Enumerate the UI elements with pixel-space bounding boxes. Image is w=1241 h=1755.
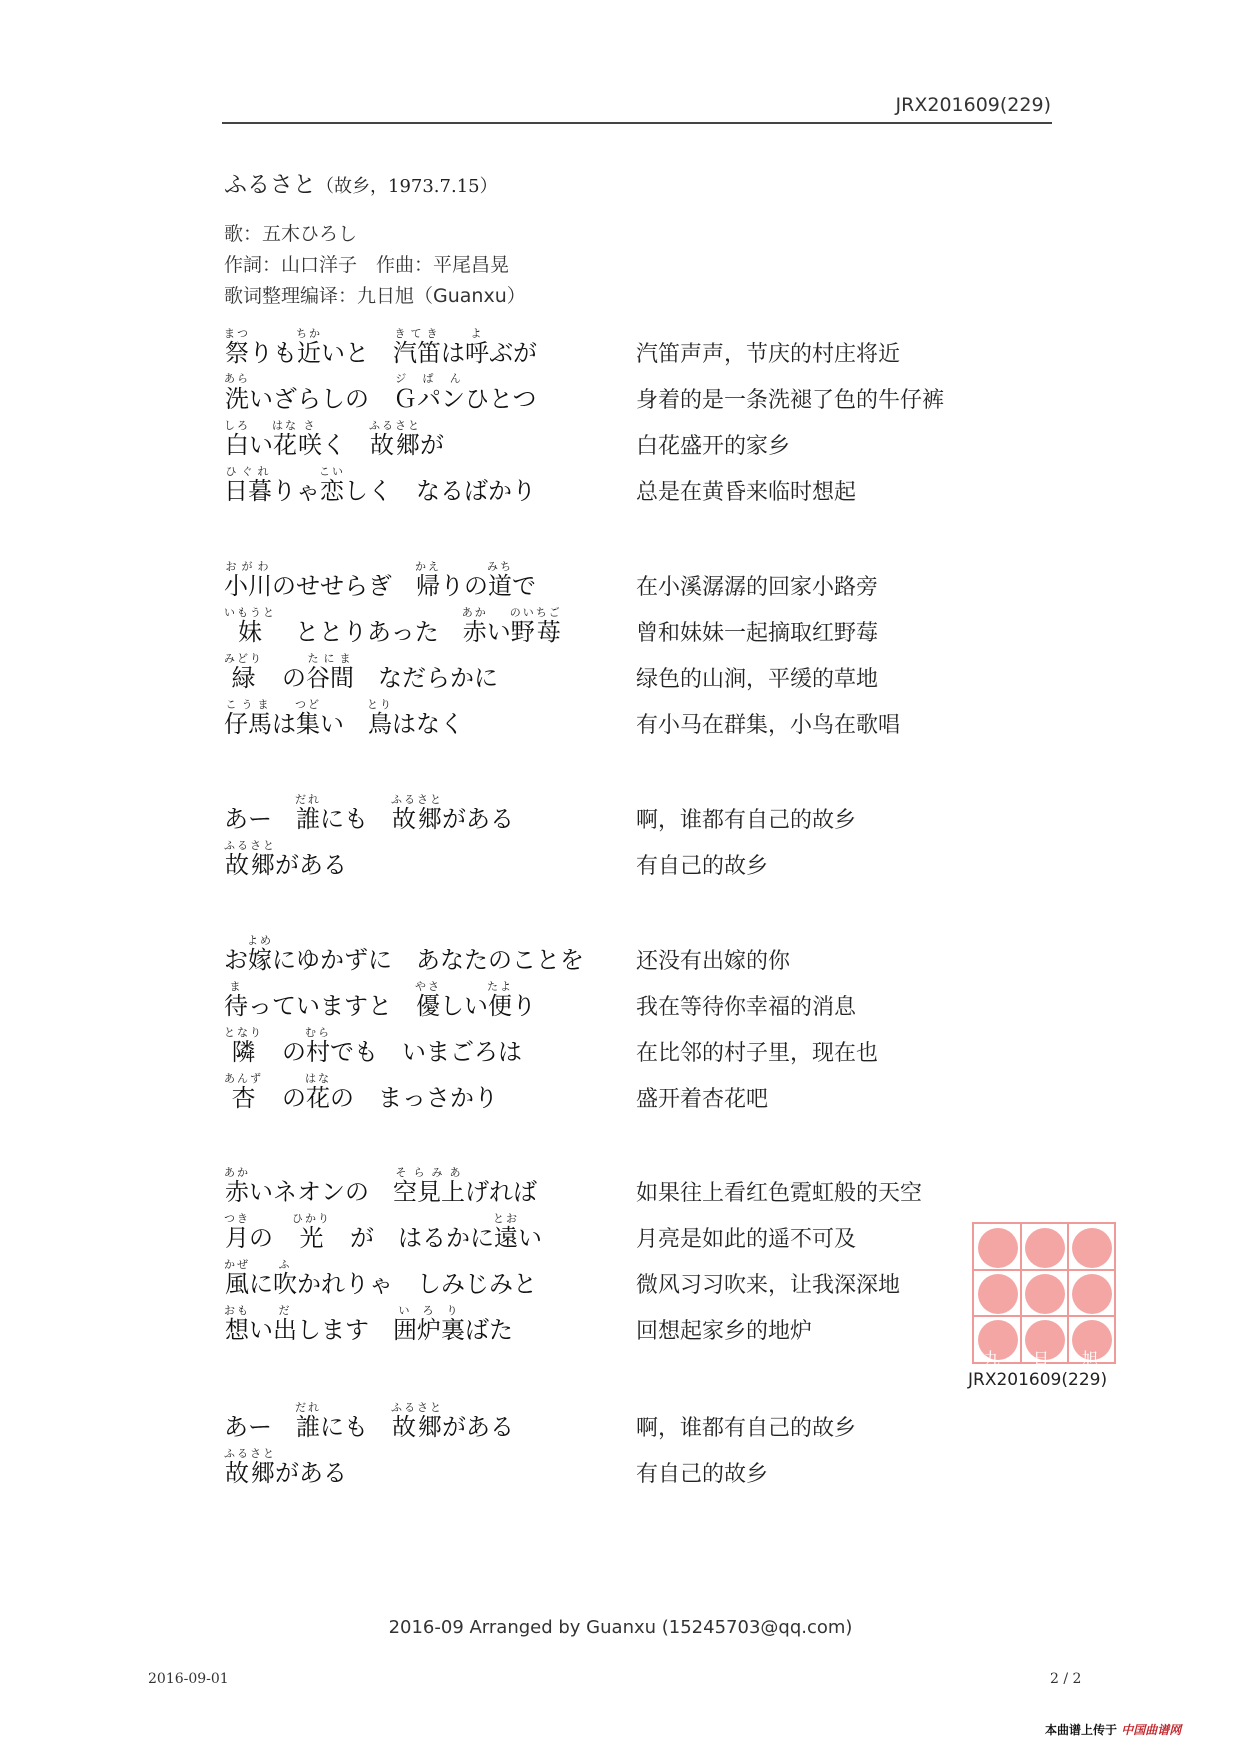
japanese-lyric: あー 誰だれにも 故郷ふるさとがある	[224, 793, 514, 833]
lyric-line	[224, 1213, 1024, 1259]
kanji-with-furigana: 咲さ	[298, 419, 322, 459]
chinese-translation: 在比邻的村子里，现在也	[636, 1041, 879, 1066]
japanese-lyric: 祭まつりも近ちかいと 汽笛きてきは呼よぶが	[224, 327, 537, 367]
kanji-with-furigana: 優やさ	[415, 980, 441, 1020]
furigana: むら	[305, 1026, 331, 1039]
lyric-line	[224, 840, 1024, 886]
chinese-translation: 有自己的故乡	[636, 854, 769, 879]
chinese-translation: 啊，谁都有自己的故乡	[636, 1416, 857, 1441]
japanese-lyric: 杏あんず の花はなの まっさかり	[224, 1072, 498, 1112]
furigana: ふるさと	[391, 1401, 443, 1414]
seal-char-1: 九	[984, 1349, 1001, 1368]
furigana: ジ ぱ ん	[393, 372, 465, 385]
lyric-line	[224, 935, 1024, 981]
seal-dot	[1021, 1224, 1069, 1271]
seal-char-3: 旭	[1082, 1349, 1099, 1368]
chinese-translation: 白花盛开的家乡	[636, 434, 791, 459]
lyric-line	[224, 420, 1024, 466]
kanji-with-furigana: 汽笛きてき	[393, 327, 441, 367]
verse-1	[224, 328, 1024, 512]
kanji-with-furigana: 便たよ	[487, 980, 513, 1020]
furigana: あか	[461, 606, 488, 619]
arranger-line: 歌词整理编译：九日旭（Guanxu）	[224, 285, 526, 307]
furigana: おも	[224, 1304, 250, 1317]
kanji-with-furigana: 仔馬こうま	[224, 698, 272, 738]
japanese-lyric: あー 誰だれにも 故郷ふるさとがある	[224, 1401, 514, 1441]
kanji-with-furigana: 囲炉裏いろり	[393, 1304, 465, 1344]
upload-brand-logo: 中国曲谱网	[1121, 1723, 1182, 1737]
furigana: だれ	[295, 793, 321, 806]
furigana: だ	[273, 1304, 297, 1317]
kanji-with-furigana: 緑みどり	[224, 652, 263, 692]
kanji-with-furigana: 光ひかり	[292, 1212, 331, 1252]
furigana: ちか	[296, 327, 322, 340]
chinese-translation: 如果往上看红色霓虹般的天空	[636, 1181, 923, 1206]
kanji-with-furigana: 吹ふ	[273, 1258, 297, 1298]
japanese-lyric: 赤あかいネオンの 空見上そらみあげれば	[224, 1166, 537, 1206]
japanese-lyric: 隣となり の村むらでも いまごろは	[224, 1026, 522, 1066]
kanji-with-furigana: 空見上そらみあ	[393, 1166, 465, 1206]
japanese-lyric: 洗あらいざらしの Ｇパンジ ぱ んひとつ	[224, 372, 537, 413]
japanese-lyric: 仔馬こうまは集つどい 鳥とりはなく	[224, 698, 464, 738]
furigana: はな	[305, 1072, 331, 1085]
kanji-with-furigana: 呼よ	[465, 327, 489, 367]
lyric-line	[224, 699, 1024, 745]
furigana: まつ	[224, 327, 250, 340]
lyric-line	[224, 466, 1024, 512]
furigana: あんず	[224, 1072, 263, 1085]
chinese-translation: 回想起家乡的地炉	[636, 1319, 813, 1344]
credits-line: 作詞：山口洋子 作曲：平尾昌晃	[224, 254, 510, 276]
kanji-with-furigana: 恋こい	[319, 465, 345, 505]
furigana: たよ	[487, 980, 513, 993]
furigana: つど	[295, 698, 321, 711]
furigana: みち	[487, 560, 513, 573]
kanji-with-furigana: 月つき	[224, 1212, 250, 1252]
song-title-main: ふるさと	[224, 172, 316, 198]
furigana: ひかり	[292, 1212, 331, 1225]
verse-5	[224, 1167, 1024, 1351]
furigana: よ	[465, 327, 489, 340]
japanese-lyric: 故郷ふるさとがある	[224, 839, 347, 879]
furigana: たにま	[306, 652, 354, 665]
chinese-translation: 微风习习吹来，让我深深地	[636, 1273, 901, 1298]
chinese-translation: 啊，谁都有自己的故乡	[636, 808, 857, 833]
furigana: かぜ	[224, 1258, 250, 1271]
furigana: みどり	[224, 652, 263, 665]
furigana: おがわ	[224, 560, 272, 573]
upload-prefix: 本曲谱上传于	[1045, 1723, 1118, 1737]
chinese-translation: 绿色的山涧，平缓的草地	[636, 667, 879, 692]
kanji-with-furigana: 故郷ふるさと	[391, 793, 443, 833]
kanji-with-furigana: 谷間たにま	[306, 652, 354, 692]
japanese-lyric: 想おもい出だします 囲炉裏いろりばた	[224, 1304, 513, 1344]
kanji-with-furigana: 妹いもうと	[224, 606, 276, 646]
chinese-translation: 身着的是一条洗褪了色的牛仔裤	[636, 388, 945, 413]
lyric-line	[224, 794, 1024, 840]
furigana: ひぐれ	[224, 465, 272, 478]
kanji-with-furigana: 想おも	[224, 1304, 250, 1344]
lyric-line	[224, 1259, 1024, 1305]
lyric-line	[224, 1402, 1024, 1448]
verse-6	[224, 1402, 1024, 1494]
japanese-lyric: 小川おがわのせせらぎ 帰かえりの道みちで	[224, 560, 536, 600]
chinese-translation: 在小溪潺潺的回家小路旁	[636, 575, 879, 600]
furigana: ふるさと	[391, 793, 443, 806]
seal-dot	[1068, 1224, 1116, 1271]
chinese-translation: 月亮是如此的遥不可及	[636, 1227, 857, 1252]
japanese-lyric: 月つきの 光ひかり が はるかに遠とおい	[224, 1212, 542, 1252]
lyric-line	[224, 1073, 1024, 1119]
furigana: はな	[272, 419, 298, 432]
song-title	[224, 166, 498, 199]
furigana: だれ	[295, 1401, 321, 1414]
kanji-with-furigana: 洗あら	[224, 372, 250, 413]
kanji-with-furigana: Ｇパンジ ぱ ん	[393, 372, 465, 413]
japanese-lyric: 妹いもうと ととりあった 赤あかい野苺のいちご	[224, 606, 562, 646]
footer-upload-note	[1045, 1721, 1181, 1738]
kanji-with-furigana: 鳥とり	[367, 698, 393, 738]
kanji-with-furigana: 赤あか	[224, 1166, 250, 1206]
japanese-lyric: 故郷ふるさとがある	[224, 1447, 347, 1487]
furigana: つき	[224, 1212, 250, 1225]
lyric-line	[224, 328, 1024, 374]
japanese-lyric: 待まっていますと 優やさしい便たより	[224, 980, 536, 1020]
furigana: とお	[493, 1212, 519, 1225]
furigana: やさ	[415, 980, 441, 993]
kanji-with-furigana: 遠とお	[493, 1212, 519, 1252]
footer-credit: 2016-09 Arranged by Guanxu (15245703@qq.com)	[388, 1617, 853, 1638]
seal-grid-line	[1067, 1224, 1069, 1362]
kanji-with-furigana: 故郷ふるさと	[224, 839, 276, 879]
seal-dot	[974, 1224, 1022, 1271]
kanji-with-furigana: 近ちか	[296, 327, 322, 367]
furigana: いろり	[393, 1304, 465, 1317]
document-code: JRX201609(229)	[895, 94, 1051, 116]
seal-code: JRX201609(229)	[968, 1370, 1108, 1390]
seal-grid-line	[1020, 1224, 1022, 1362]
furigana: そらみあ	[393, 1166, 465, 1179]
lyric-line	[224, 607, 1024, 653]
lyric-line	[224, 374, 1024, 420]
furigana: こい	[319, 465, 345, 478]
kanji-with-furigana: 道みち	[487, 560, 513, 600]
song-title-sub: （故乡，1973.7.15）	[316, 176, 498, 197]
kanji-with-furigana: 白しろ	[224, 419, 250, 459]
header-rule	[222, 122, 1052, 124]
lyric-line	[224, 1305, 1024, 1351]
furigana: いもうと	[224, 606, 276, 619]
singer-line: 歌：五木ひろし	[224, 223, 358, 245]
kanji-with-furigana: 祭まつ	[224, 327, 250, 367]
japanese-lyric: 緑みどり の谷間たにま なだらかに	[224, 652, 498, 692]
verse-4	[224, 935, 1024, 1119]
verse-2	[224, 561, 1024, 745]
furigana: のいちご	[509, 606, 562, 619]
furigana: ふるさと	[224, 1447, 276, 1460]
kanji-with-furigana: 故郷ふるさと	[391, 1401, 443, 1441]
kanji-with-furigana: 赤あか	[461, 606, 488, 646]
furigana: ふ	[273, 1258, 297, 1271]
kanji-with-furigana: 日暮ひぐれ	[224, 465, 272, 505]
kanji-with-furigana: 杏あんず	[224, 1072, 263, 1112]
kanji-with-furigana: 風かぜ	[224, 1258, 250, 1298]
furigana: ふるさと	[369, 419, 421, 432]
japanese-lyric: 日暮ひぐれりゃ恋こいしく なるばかり	[224, 465, 536, 505]
kanji-with-furigana: 故郷ふるさと	[369, 419, 421, 459]
japanese-lyric: お嫁よめにゆかずに あなたのことを	[224, 934, 584, 974]
kanji-with-furigana: 誰だれ	[295, 793, 321, 833]
chinese-translation: 盛开着杏花吧	[636, 1087, 769, 1112]
chinese-translation: 汽笛声声，节庆的村庄将近	[636, 342, 901, 367]
kanji-with-furigana: 花はな	[305, 1072, 331, 1112]
kanji-with-furigana: 隣となり	[224, 1026, 263, 1066]
furigana: あか	[224, 1166, 250, 1179]
furigana: さ	[298, 419, 322, 432]
chinese-translation: 总是在黄昏来临时想起	[636, 480, 857, 505]
verse-3	[224, 794, 1024, 886]
kanji-with-furigana: 村むら	[305, 1026, 331, 1066]
lyric-line	[224, 981, 1024, 1027]
kanji-with-furigana: 誰だれ	[295, 1401, 321, 1441]
seal-stamp	[972, 1222, 1116, 1364]
furigana: しろ	[224, 419, 250, 432]
lyric-line	[224, 653, 1024, 699]
footer-page-number: 2 / 2	[1050, 1671, 1082, 1687]
seal-dot	[1021, 1270, 1069, 1317]
lyric-line	[224, 1448, 1024, 1494]
lyric-line	[224, 1027, 1024, 1073]
chinese-translation: 曾和妹妹一起摘取红野莓	[636, 621, 879, 646]
seal-char-2: 日	[1033, 1349, 1050, 1368]
chinese-translation: 我在等待你幸福的消息	[636, 995, 857, 1020]
kanji-with-furigana: 嫁よめ	[247, 934, 273, 974]
kanji-with-furigana: 集つど	[295, 698, 321, 738]
chinese-translation: 有自己的故乡	[636, 1462, 769, 1487]
furigana: きてき	[393, 327, 441, 340]
furigana: あら	[224, 372, 250, 385]
furigana: とり	[367, 698, 393, 711]
footer-date: 2016-09-01	[148, 1671, 229, 1687]
lyric-line	[224, 561, 1024, 607]
furigana: かえ	[415, 560, 441, 573]
chinese-translation: 还没有出嫁的你	[636, 949, 791, 974]
kanji-with-furigana: 出だ	[273, 1304, 297, 1344]
lyric-line	[224, 1167, 1024, 1213]
furigana: ま	[224, 980, 248, 993]
japanese-lyric: 白しろい花はな咲さく 故郷ふるさとが	[224, 419, 444, 459]
seal-dot	[974, 1270, 1022, 1317]
kanji-with-furigana: 待ま	[224, 980, 248, 1020]
furigana: よめ	[247, 934, 273, 947]
kanji-with-furigana: 故郷ふるさと	[224, 1447, 276, 1487]
furigana: こうま	[224, 698, 272, 711]
furigana: となり	[224, 1026, 263, 1039]
kanji-with-furigana: 花はな	[272, 419, 298, 459]
seal-grid-line	[974, 1315, 1114, 1317]
japanese-lyric: 風かぜに吹ふかれりゃ しみじみと	[224, 1258, 537, 1298]
kanji-with-furigana: 野苺のいちご	[509, 606, 562, 646]
chinese-translation: 有小马在群集，小鸟在歌唱	[636, 713, 901, 738]
furigana: ふるさと	[224, 839, 276, 852]
seal-grid-line	[974, 1269, 1114, 1271]
seal-dot	[1068, 1270, 1116, 1317]
kanji-with-furigana: 小川おがわ	[224, 560, 272, 600]
kanji-with-furigana: 帰かえ	[415, 560, 441, 600]
